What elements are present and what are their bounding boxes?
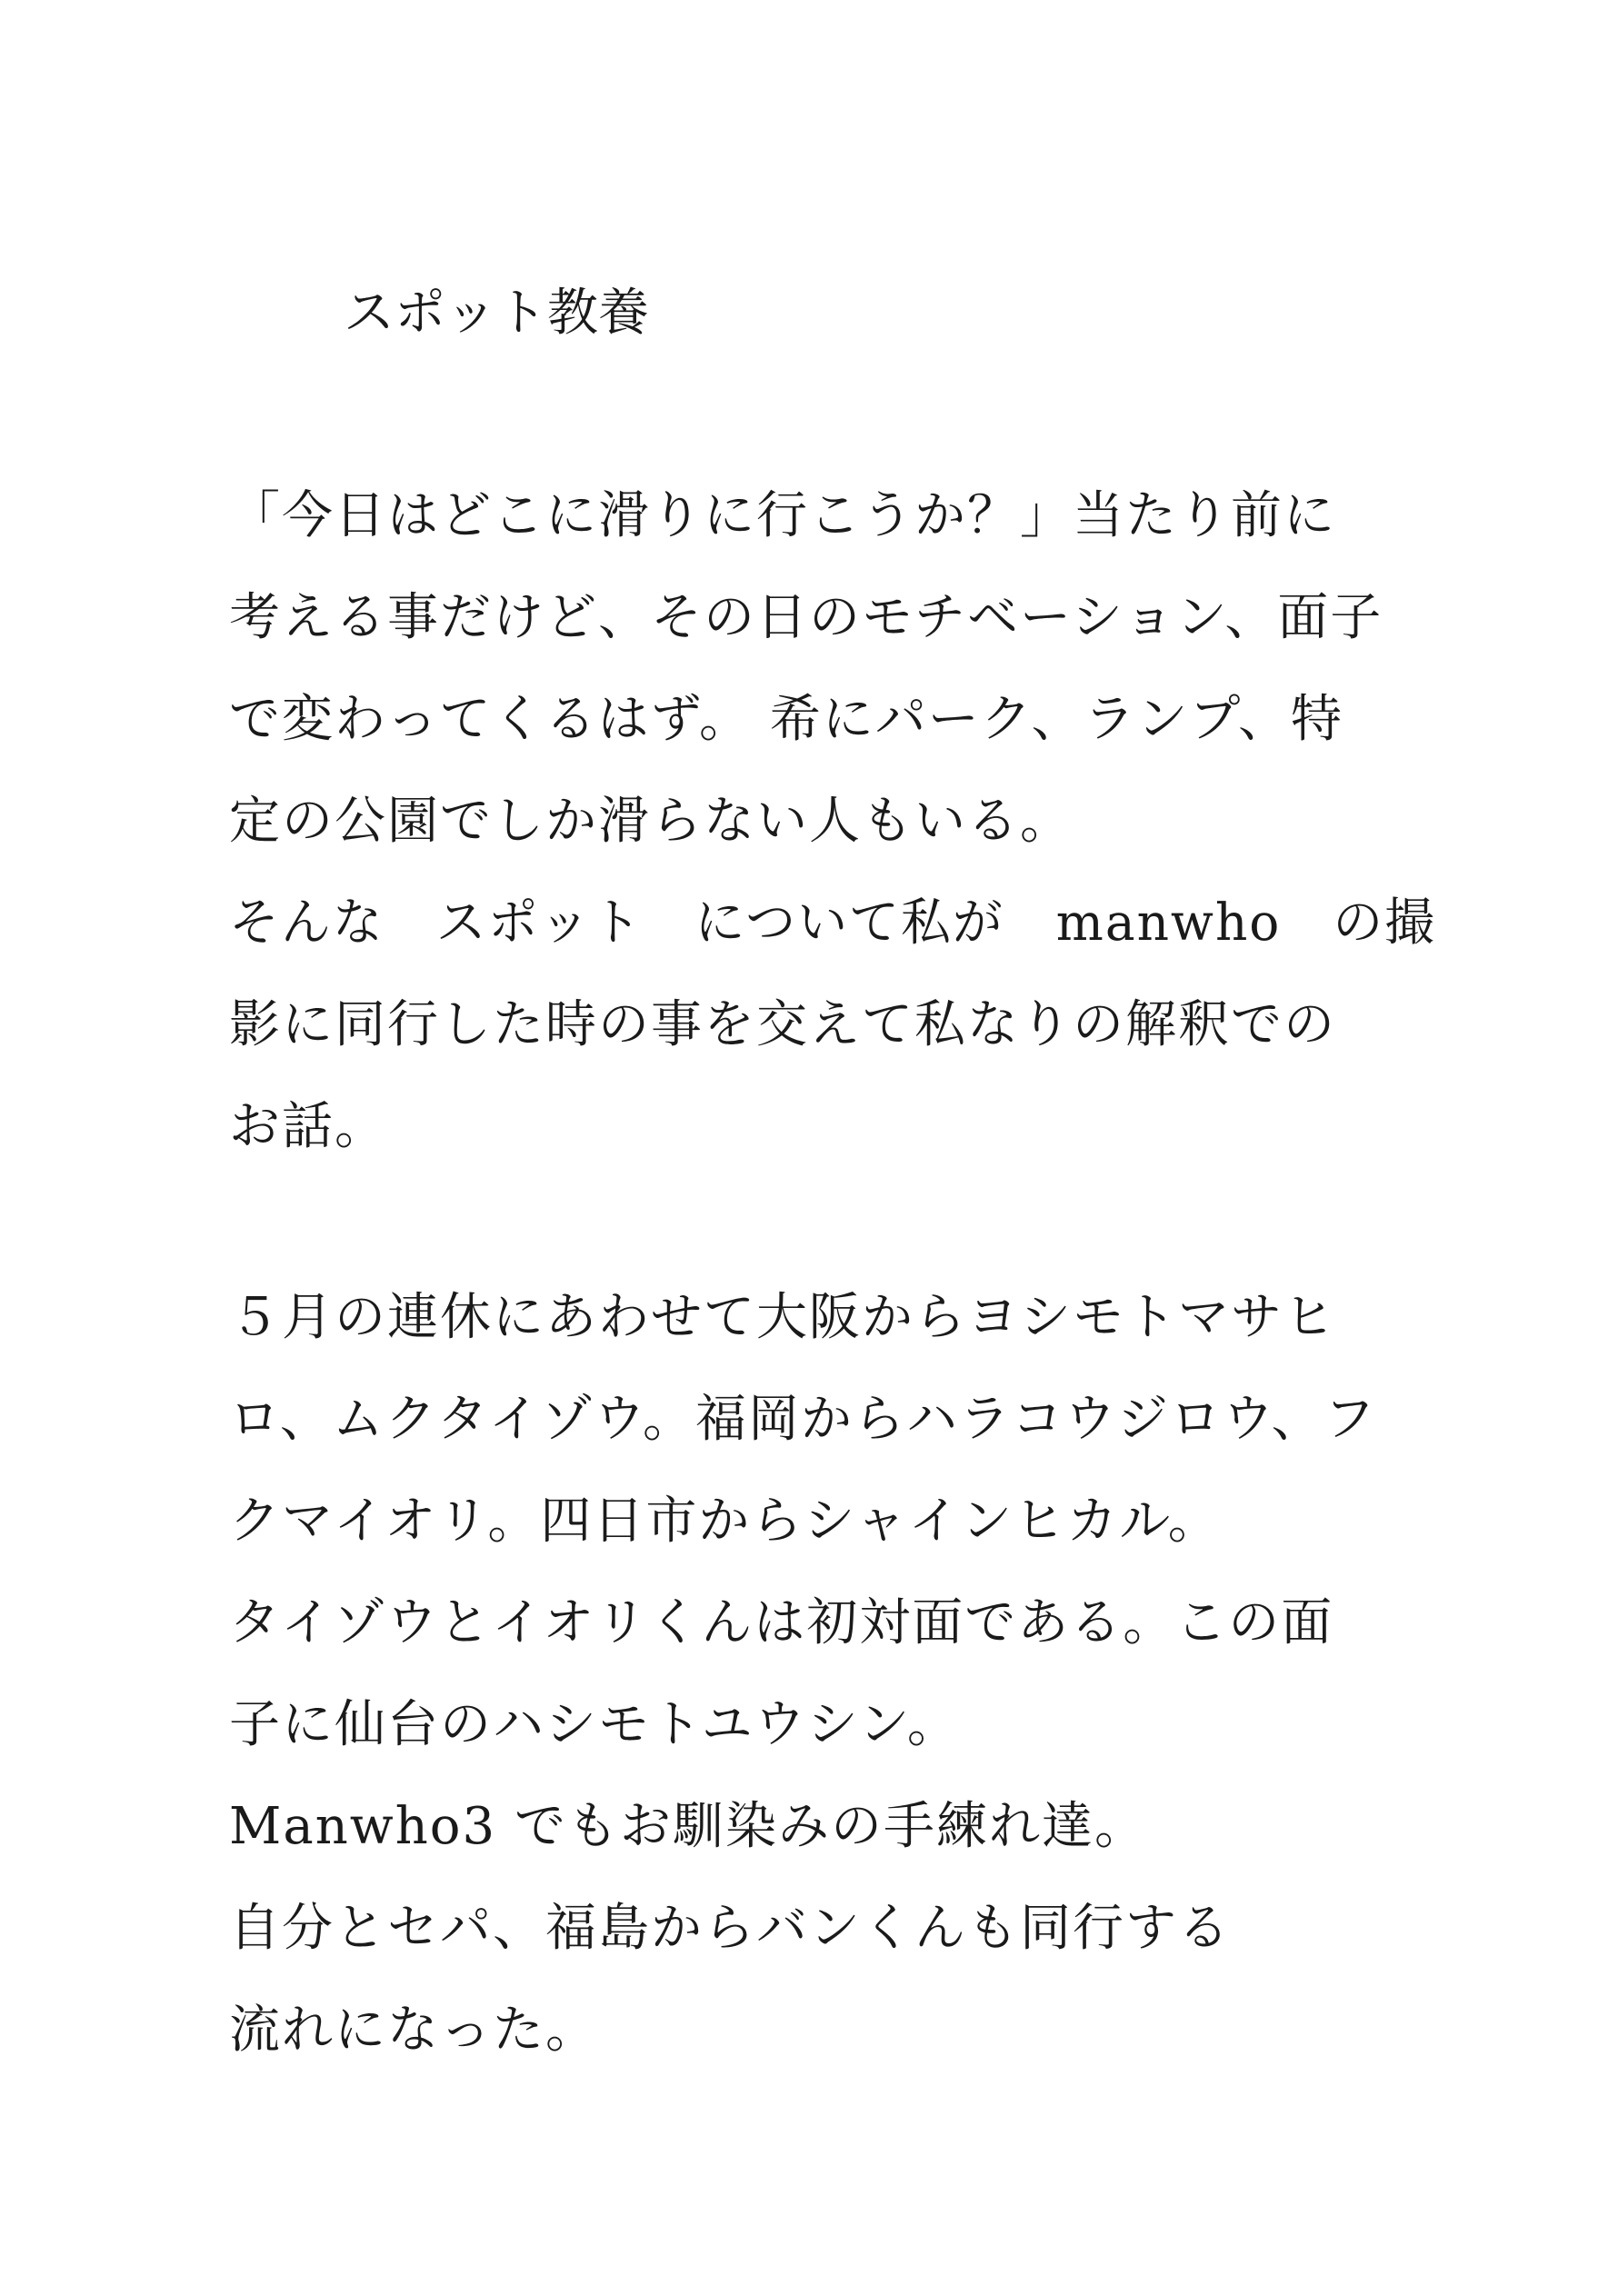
text-line: お話。: [229, 1097, 387, 1156]
text-line: 「今日はどこに滑りに行こうか？」当たり前に: [229, 486, 1336, 545]
document-title: スポット教養: [344, 284, 649, 343]
text-line: そんな スポット について私が manwho の撮: [229, 893, 1437, 953]
text-line: ５月の連休にあわせて大阪からヨシモトマサヒ: [229, 1288, 1336, 1347]
text-line: 子に仙台のハシモトユウシン。: [229, 1695, 960, 1754]
text-line: Manwho3 でもお馴染みの手練れ達。: [229, 1797, 1147, 1856]
text-line: 定の公園でしか滑らない人もいる。: [229, 792, 1073, 851]
text-line: クマイオリ。四日市からシャインヒカル。: [229, 1492, 1221, 1551]
text-line: で変わってくるはず。 希にパーク、ランプ、特: [229, 690, 1344, 749]
text-line: タイゾウとイオリくんは初対面である。この面: [229, 1593, 1334, 1652]
text-line: 考える事だけど、その日のモチベーション、面子: [229, 588, 1383, 647]
text-line: 流れになった。: [229, 2001, 598, 2060]
text-line: 自分とセパ、福島からバンくんも同行する: [229, 1899, 1231, 1958]
text-line: ロ、ムクタイゾウ。福岡からハラコウジロウ、フ: [229, 1390, 1377, 1449]
text-line: 影に同行した時の事を交えて私なりの解釈での: [229, 995, 1336, 1054]
